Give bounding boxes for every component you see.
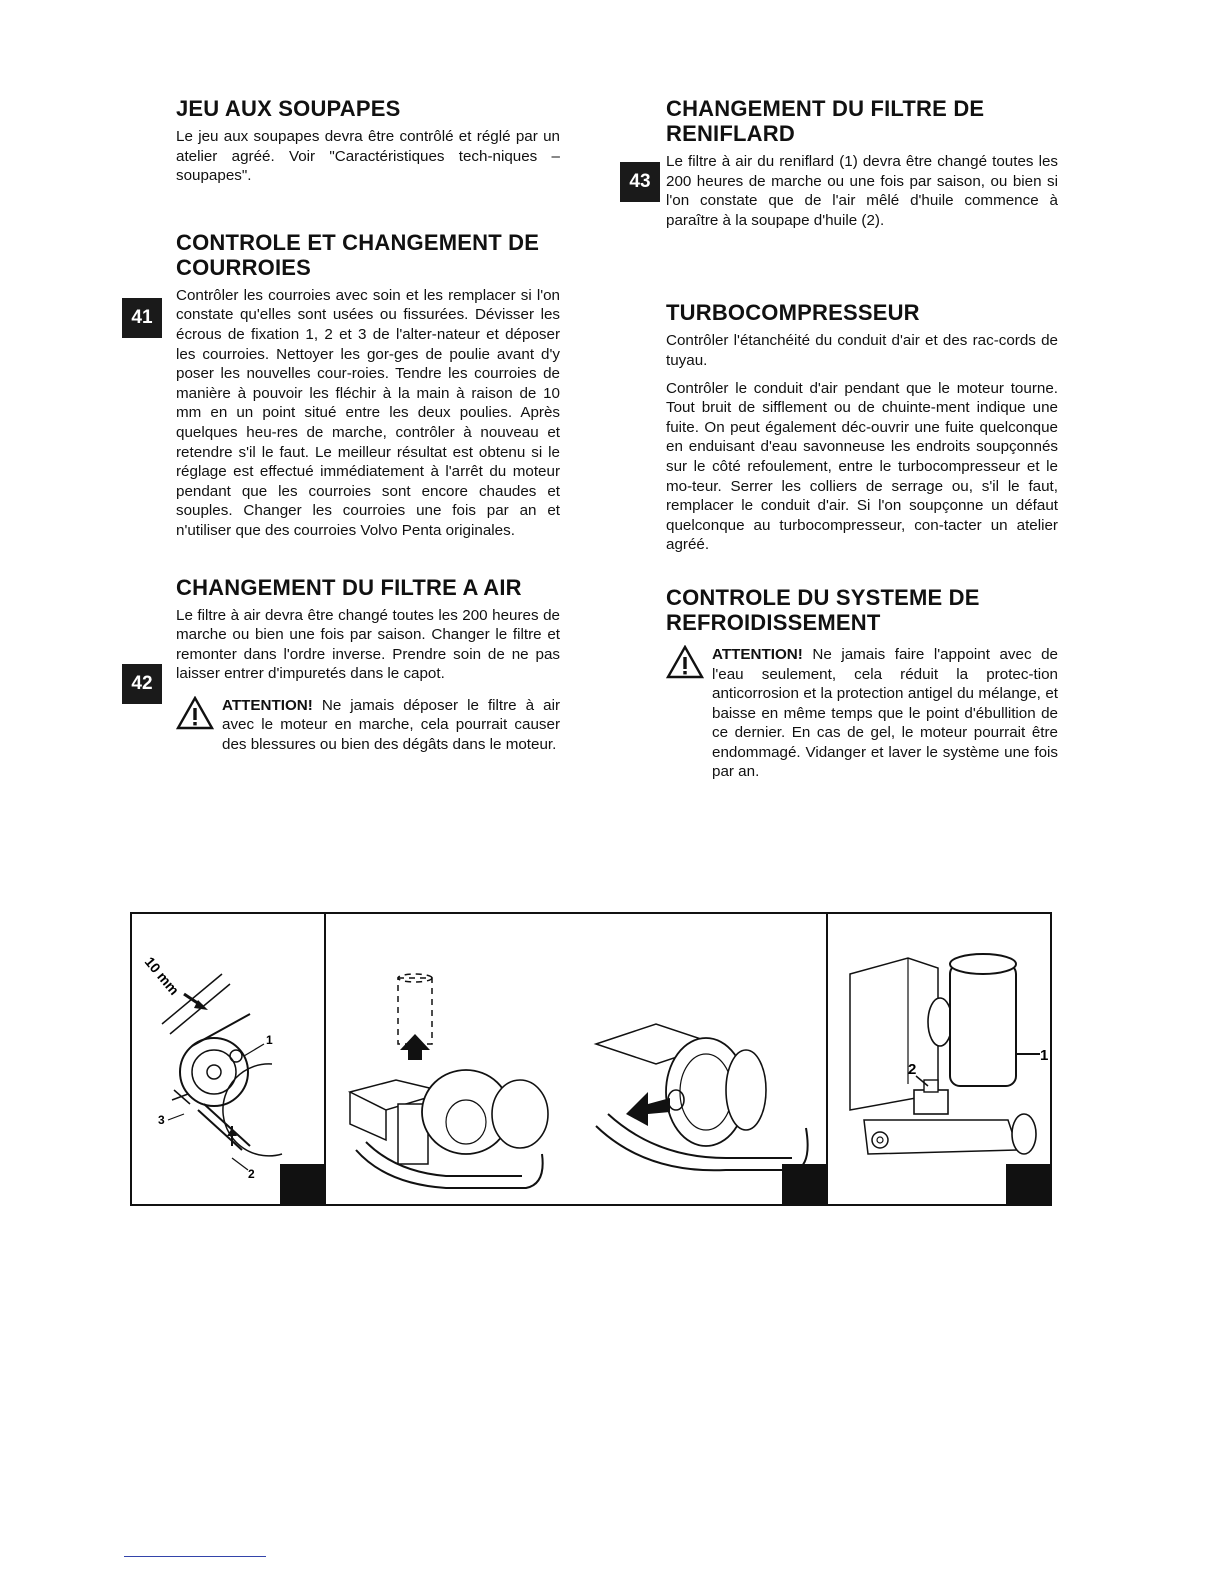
callout-2: 2 (248, 1167, 255, 1181)
breather-diagram (828, 914, 1050, 1204)
section-text-air-filter: Le filtre à air devra être changé toutes les 200 heures de marche ou bien une fois par saison. Changer le filtre et remonter dans l'ordre inverse. Prendre soin de ne pas laisser entrer d'impuretés dans le capot. (176, 606, 560, 683)
warning-text: Ne jamais déposer le filtre à air avec le moteur en marche, cela pourrait causer des blessures ou bien des dégâts dans le moteur. (222, 696, 560, 754)
warning-air-filter (176, 696, 560, 755)
section-heading-belts: CONTROLE ET CHANGEMENT DE COURROIES (176, 229, 540, 280)
section-heading-turbo: TURBOCOMPRESSEUR (666, 300, 920, 326)
section-text-valve-clearance: Le jeu aux soupapes devra être contrôlé et réglé par un atelier agréé. Voir "Caractéristiques tech-niques – soupapes". (176, 128, 560, 185)
warning-label: ATTENTION! (222, 696, 313, 714)
section-text-turbo-1: Contrôler l'étanchéité du conduit d'air et des rac-cords de tuyau. (666, 332, 1058, 369)
right-column (666, 96, 1058, 782)
illustration-strip (130, 912, 1052, 1206)
footnote-divider (124, 1556, 266, 1557)
warning-text: Ne jamais faire l'appoint avec de l'eau seulement, cela réduit la protec-tion anticorrosion et la protection antigel du mélange, et baisse en même temps que le point d'ébullition de ce dernier. En cas de gel, le moteur pourrait être endommagé. Vidanger et laver le système une fois par an. (712, 645, 1058, 781)
illustration-air-filter (326, 914, 828, 1204)
section-text-breather-filter: Le filtre à air du reniflard (1) devra être changé toutes les 200 heures de marche ou une fois par saison, ou bien si l'on constate que de l'air mêlé d'huile commence à paraître à la soupape d'huile (2). (666, 153, 1058, 229)
callout-1: 1 (266, 1033, 273, 1047)
left-column (176, 96, 560, 755)
warning-triangle-icon (176, 696, 214, 730)
callout-2: 2 (908, 1061, 917, 1078)
corner-mark (280, 1164, 324, 1204)
corner-mark (1006, 1164, 1050, 1204)
warning-cooling (666, 645, 1058, 782)
section-text-turbo-2: Contrôler le conduit d'air pendant que le moteur tourne. Tout bruit de sifflement ou de chuinte-ment indique une fuite. On peut également déc-ouvrir une fuite quelconque en enduisant d'eau savonneuse les endroits soupçonnés sur le côté refoulement, entre le turbocompresseur et le mo-teur. Serrer les colliers de serrage ou, s'il le faut, remplacer le conduit d'air. Si l'on soupçonne un défaut quelconque au turbocompresseur, con-tacter un atelier agréé. (666, 379, 1058, 554)
section-heading-cooling: CONTROLE DU SYSTEME DE REFROIDISSEMENT (666, 584, 980, 635)
section-text-belts: Contrôler les courroies avec soin et les remplacer si l'on constate qu'elles sont usées ou fissurées. Dévisser les écrous de fixation 1, 2 et 3 de l'alter-nateur et déposer les courroies. Nettoyer les gor-ges de poulie avant d'y poser les nouvelles cour-roies. Tendre les courroies de manière à pouvoir les fléchir à la main à raison de 10 mm en un point situé entre les deux poulies. Après quelques heu-res de marche, contrôler à nouveau et retendre s'il le faut. Le meilleur résultat est obtenu si le réglage est effectué immédiatement à l'arrêt du moteur pendant que les courroies sont encore chaudes et souples. Changer les courroies une fois par an et n'utiliser que des courroies Volvo Penta originales. (176, 286, 560, 539)
callout-3: 3 (158, 1113, 165, 1127)
belt-diagram (132, 914, 324, 1204)
section-heading-air-filter: CHANGEMENT DU FILTRE A AIR (176, 574, 522, 600)
measure-label: 10 mm (141, 953, 183, 998)
callout-1: 1 (1040, 1047, 1049, 1064)
section-heading-breather-filter: CHANGEMENT DU FILTRE DE RENIFLARD (666, 96, 985, 146)
illustration-breather-filter (828, 914, 1050, 1204)
air-filter-diagram (326, 914, 826, 1204)
warning-label: ATTENTION! (712, 645, 803, 663)
figure-badge-41: 41 (122, 298, 162, 338)
figure-badge-43: 43 (620, 162, 660, 202)
corner-mark (782, 1164, 826, 1204)
figure-badge-42: 42 (122, 664, 162, 704)
illustration-belt-tension (132, 914, 326, 1204)
section-heading-valve-clearance: JEU AUX SOUPAPES (176, 96, 401, 121)
warning-triangle-icon (666, 645, 704, 679)
